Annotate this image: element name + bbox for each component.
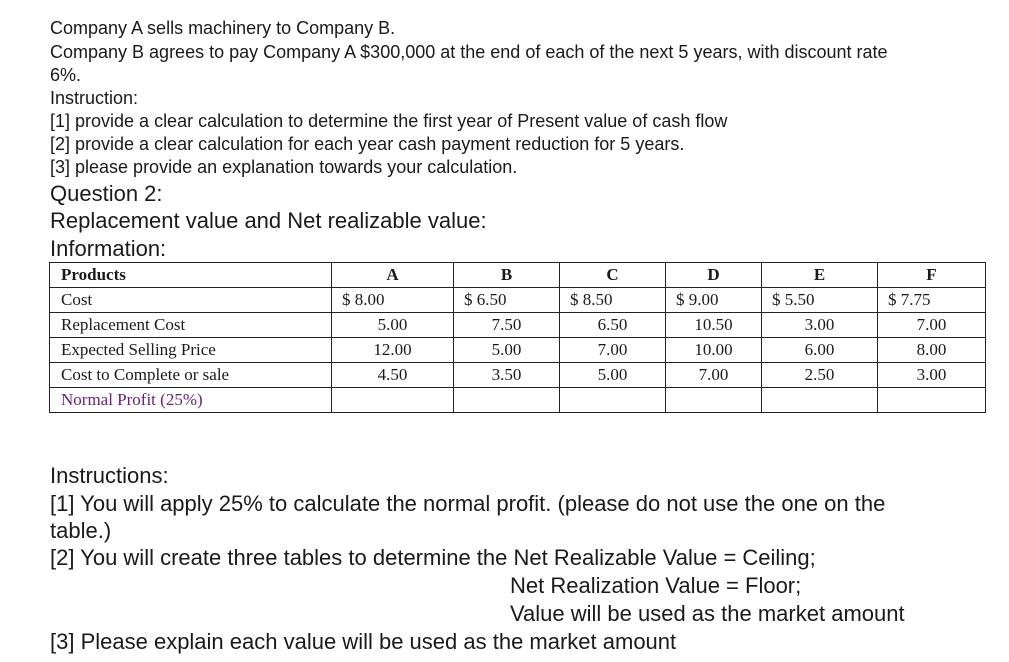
instructions-line-1: [1] You will apply 25% to calculate the normal profit. (please do not use the one on the <box>50 491 886 516</box>
table-cell-empty <box>666 388 762 413</box>
q1-line-3: 6%. <box>50 65 82 85</box>
table-cell-empty <box>332 388 454 413</box>
question2-title: Replacement value and Net realizable value: <box>50 208 487 233</box>
table-cell: 8.00 <box>878 338 986 363</box>
table-cell: 7.00 <box>560 338 666 363</box>
instructions-heading: Instructions: <box>50 463 169 488</box>
column-header-e: E <box>762 263 878 288</box>
instructions-line-5: Value will be used as the market amount <box>510 601 905 626</box>
question2-heading: Question 2: <box>50 181 163 206</box>
column-header-b: B <box>454 263 560 288</box>
q1-instruction-1: [1] provide a clear calculation to determine the first year of Present value of cash flow <box>50 111 728 131</box>
table-cell: 6.50 <box>560 313 666 338</box>
table-header-row <box>50 263 986 288</box>
table-cell: $ 7.75 <box>878 288 986 313</box>
table-cell: $ 8.50 <box>560 288 666 313</box>
q1-instruction-heading: Instruction: <box>50 88 139 108</box>
table-cell: 10.50 <box>666 313 762 338</box>
table-cell: 7.00 <box>878 313 986 338</box>
row-label-normal-profit: Normal Profit (25%) <box>50 388 332 413</box>
q1-line-1: Company A sells machinery to Company B. <box>50 18 396 38</box>
table-row-normal-profit <box>50 388 986 413</box>
instructions-line-3: [2] You will create three tables to determine the Net Realizable Value = Ceiling; <box>50 545 816 570</box>
row-label: Cost to Complete or sale <box>50 363 332 388</box>
table-row-cost <box>50 288 986 313</box>
table-cell: 3.00 <box>878 363 986 388</box>
table-cell-empty <box>762 388 878 413</box>
table-cell: 12.00 <box>332 338 454 363</box>
products-table <box>49 262 986 413</box>
table-cell: 10.00 <box>666 338 762 363</box>
table-cell: 2.50 <box>762 363 878 388</box>
q1-instruction-3: [3] please provide an explanation towards your calculation. <box>50 157 518 177</box>
table-cell: 3.50 <box>454 363 560 388</box>
table-cell: 4.50 <box>332 363 454 388</box>
instructions-line-2: table.) <box>50 518 112 543</box>
q1-instruction-2: [2] provide a clear calculation for each year cash payment reduction for 5 years. <box>50 134 685 154</box>
table-cell: 5.00 <box>332 313 454 338</box>
table-cell: 5.00 <box>560 363 666 388</box>
table-cell: 5.00 <box>454 338 560 363</box>
products-header: Products <box>50 263 332 288</box>
table-cell-empty <box>454 388 560 413</box>
table-cell: 7.00 <box>666 363 762 388</box>
row-label: Replacement Cost <box>50 313 332 338</box>
table-cell-empty <box>878 388 986 413</box>
table-row-cost-to-complete <box>50 363 986 388</box>
column-header-d: D <box>666 263 762 288</box>
instructions-line-6: [3] Please explain each value will be used as the market amount <box>50 629 677 654</box>
table-cell-empty <box>560 388 666 413</box>
table-row-replacement-cost <box>50 313 986 338</box>
instructions-line-4: Net Realization Value = Floor; <box>510 573 802 598</box>
table-row-expected-selling-price <box>50 338 986 363</box>
column-header-f: F <box>878 263 986 288</box>
table-cell: $ 5.50 <box>762 288 878 313</box>
column-header-a: A <box>332 263 454 288</box>
table-cell: $ 6.50 <box>454 288 560 313</box>
information-label: Information: <box>50 236 167 261</box>
q1-line-2: Company B agrees to pay Company A $300,000 at the end of each of the next 5 years, with discount rate <box>50 42 888 62</box>
column-header-c: C <box>560 263 666 288</box>
table-cell: 7.50 <box>454 313 560 338</box>
table-cell: $ 8.00 <box>332 288 454 313</box>
row-label: Expected Selling Price <box>50 338 332 363</box>
table-cell: 6.00 <box>762 338 878 363</box>
table-cell: $ 9.00 <box>666 288 762 313</box>
table-cell: 3.00 <box>762 313 878 338</box>
row-label: Cost <box>50 288 332 313</box>
